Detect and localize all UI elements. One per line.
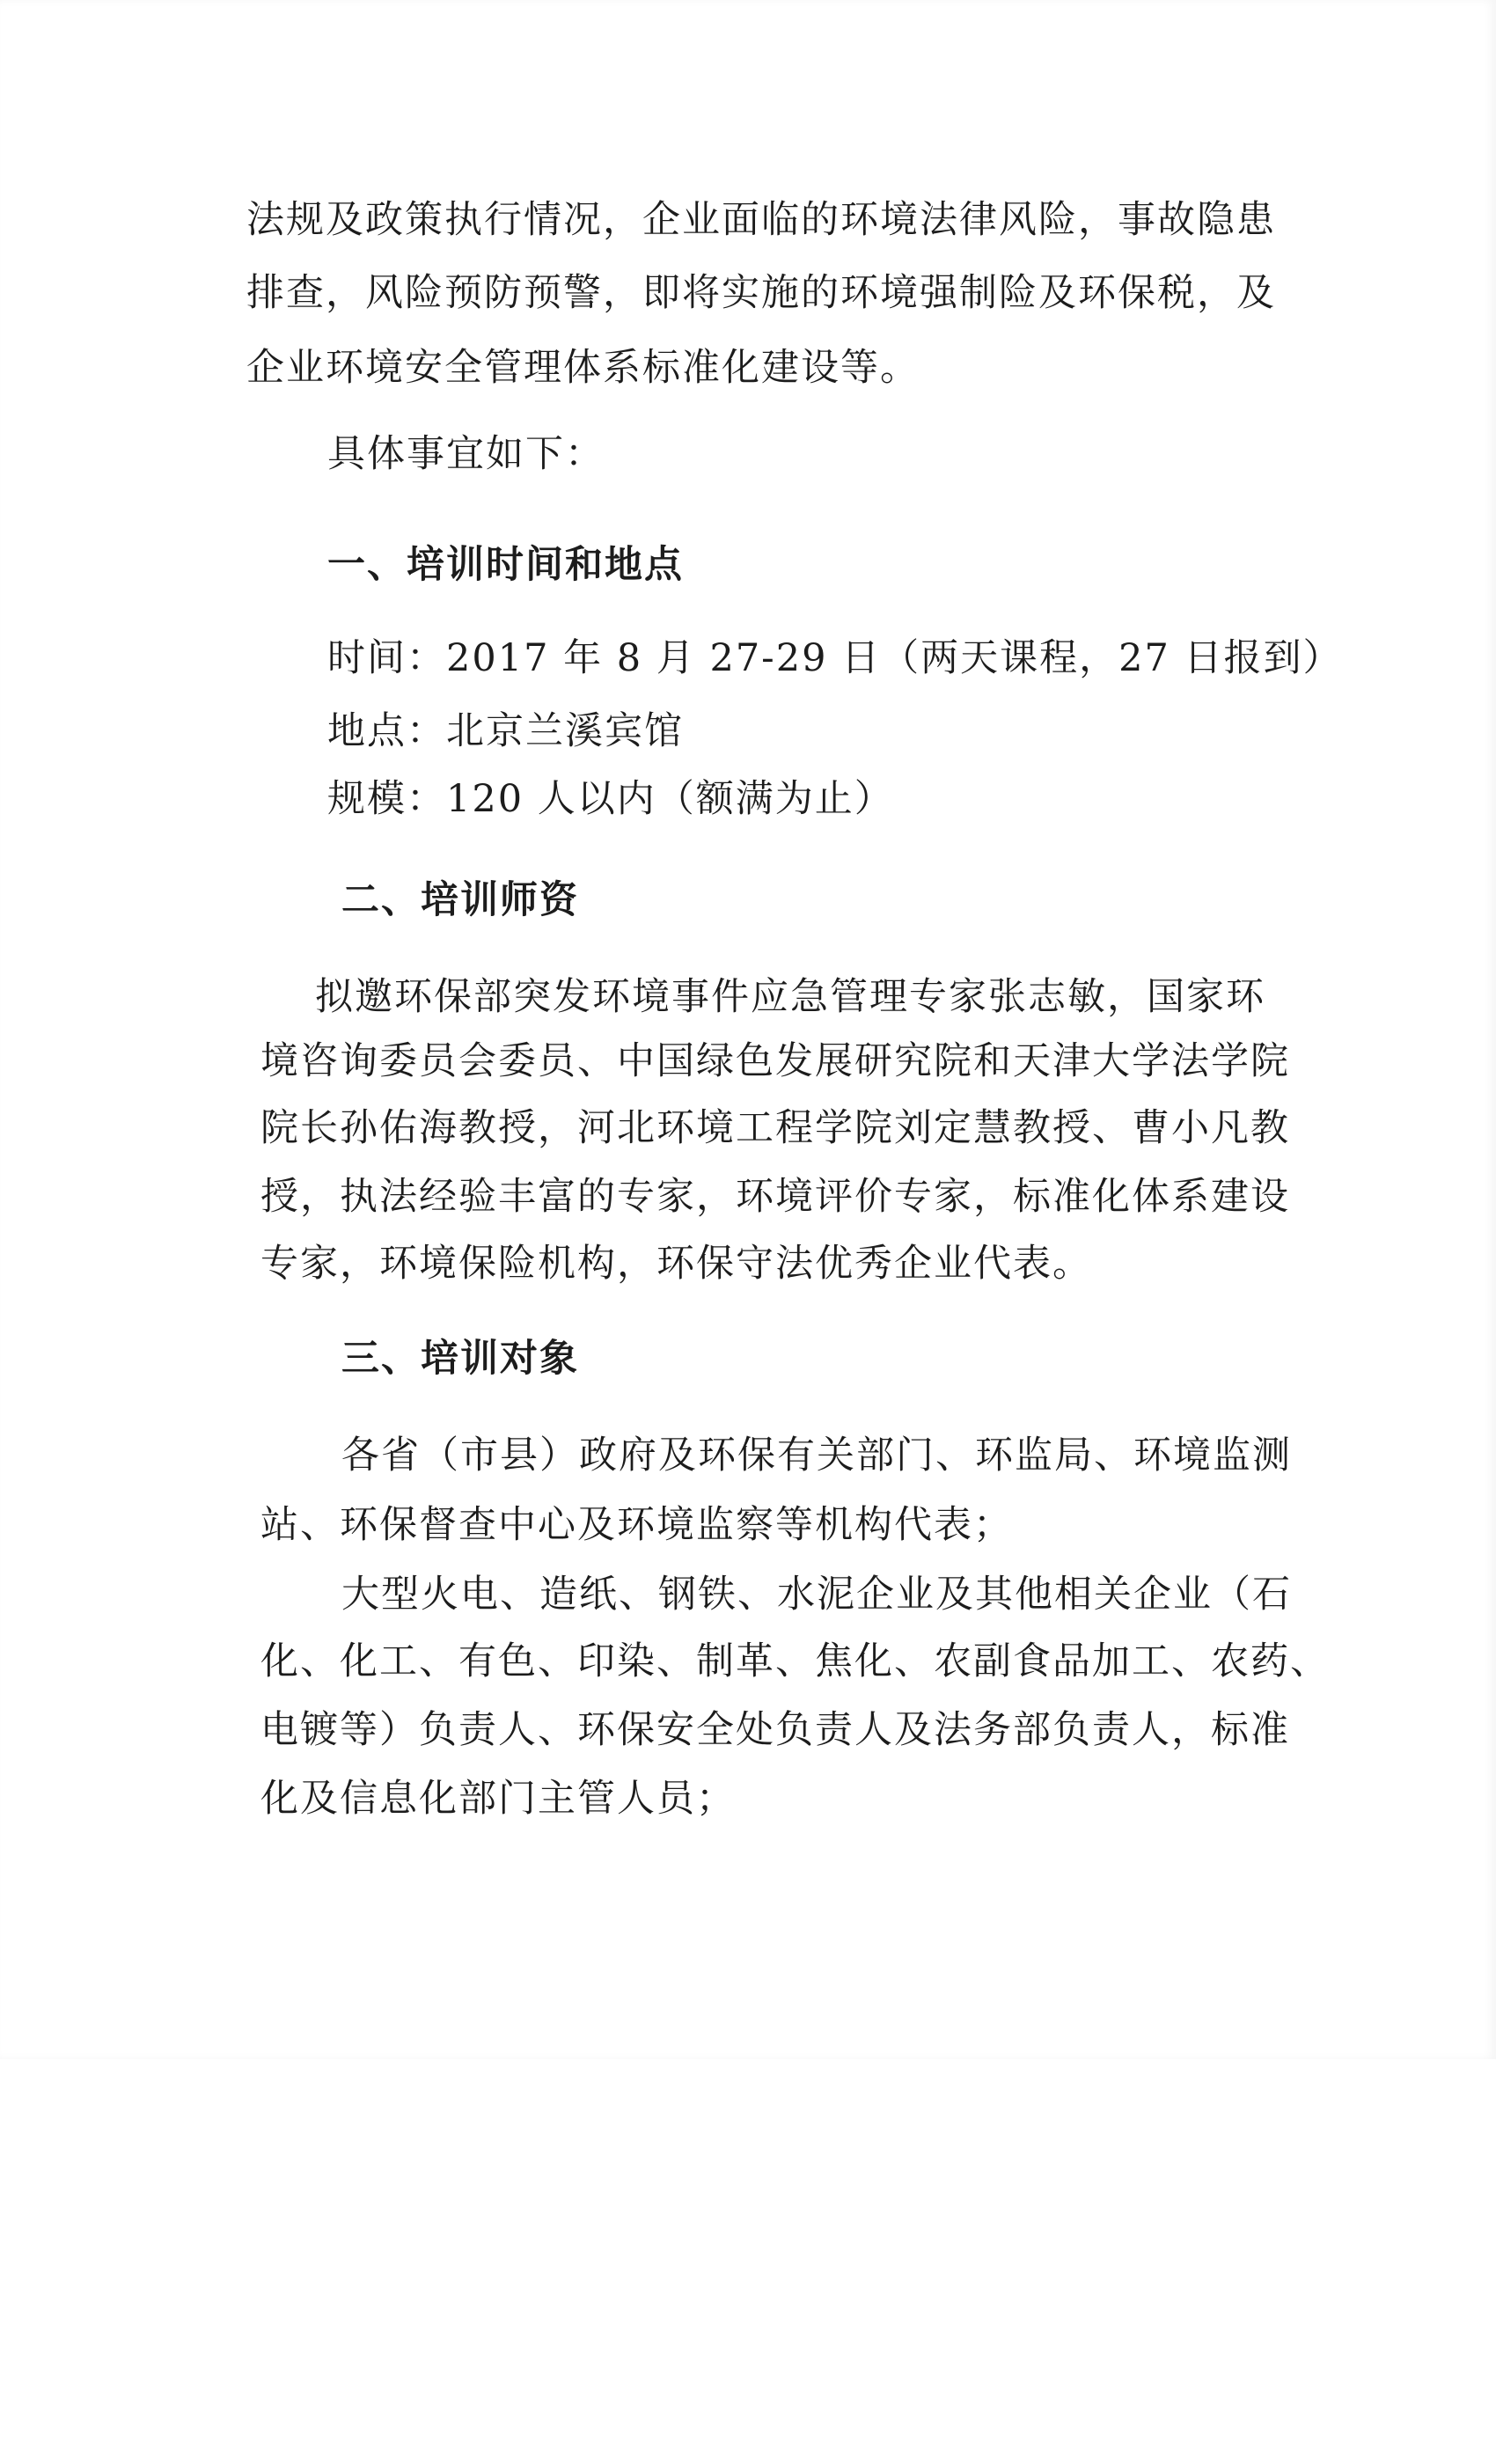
intro-line-3: 企业环境安全管理体系标准化建设等。: [246, 346, 920, 390]
audience-line-5: 电镀等）负责人、环保安全处负责人及法务部负责人，标准: [260, 1708, 1290, 1752]
faculty-line-3: 院长孙佑海教授，河北环境工程学院刘定慧教授、曹小凡教: [260, 1106, 1290, 1150]
faculty-line-5: 专家，环境保险机构，环保守法优秀企业代表。: [260, 1242, 1092, 1286]
audience-line-6: 化及信息化部门主管人员；: [260, 1777, 736, 1821]
section-3-heading: 三、培训对象: [341, 1337, 579, 1381]
intro-line-1: 法规及政策执行情况，企业面临的环境法律风险，事故隐患: [246, 198, 1276, 242]
training-time: 时间：2017 年 8 月 27-29 日（两天课程，27 日报到）: [327, 636, 1343, 680]
audience-line-1: 各省（市县）政府及环保有关部门、环监局、环境监测: [341, 1434, 1292, 1478]
details-intro: 具体事宜如下：: [327, 432, 605, 476]
audience-line-2: 站、环保督查中心及环境监察等机构代表；: [260, 1503, 1013, 1547]
blank-margin: [0, 2059, 1496, 2464]
audience-line-4: 化、化工、有色、印染、制革、焦化、农副食品加工、农药、: [260, 1639, 1330, 1683]
training-place: 地点：北京兰溪宾馆: [327, 709, 684, 753]
faculty-line-2: 境咨询委员会委员、中国绿色发展研究院和天津大学法学院: [260, 1039, 1290, 1083]
training-scale: 规模：120 人以内（额满为止）: [327, 777, 894, 821]
audience-line-3: 大型火电、造纸、钢铁、水泥企业及其他相关企业（石: [341, 1573, 1292, 1617]
intro-line-2: 排查，风险预防预警，即将实施的环境强制险及环保税，及: [246, 271, 1276, 315]
faculty-line-1: 拟邀环保部突发环境事件应急管理专家张志敏，国家环: [315, 975, 1265, 1019]
section-2-heading: 二、培训师资: [341, 878, 579, 922]
section-1-heading: 一、培训时间和地点: [327, 543, 684, 587]
faculty-line-4: 授，执法经验丰富的专家，环境评价专家，标准化体系建设: [260, 1175, 1290, 1219]
